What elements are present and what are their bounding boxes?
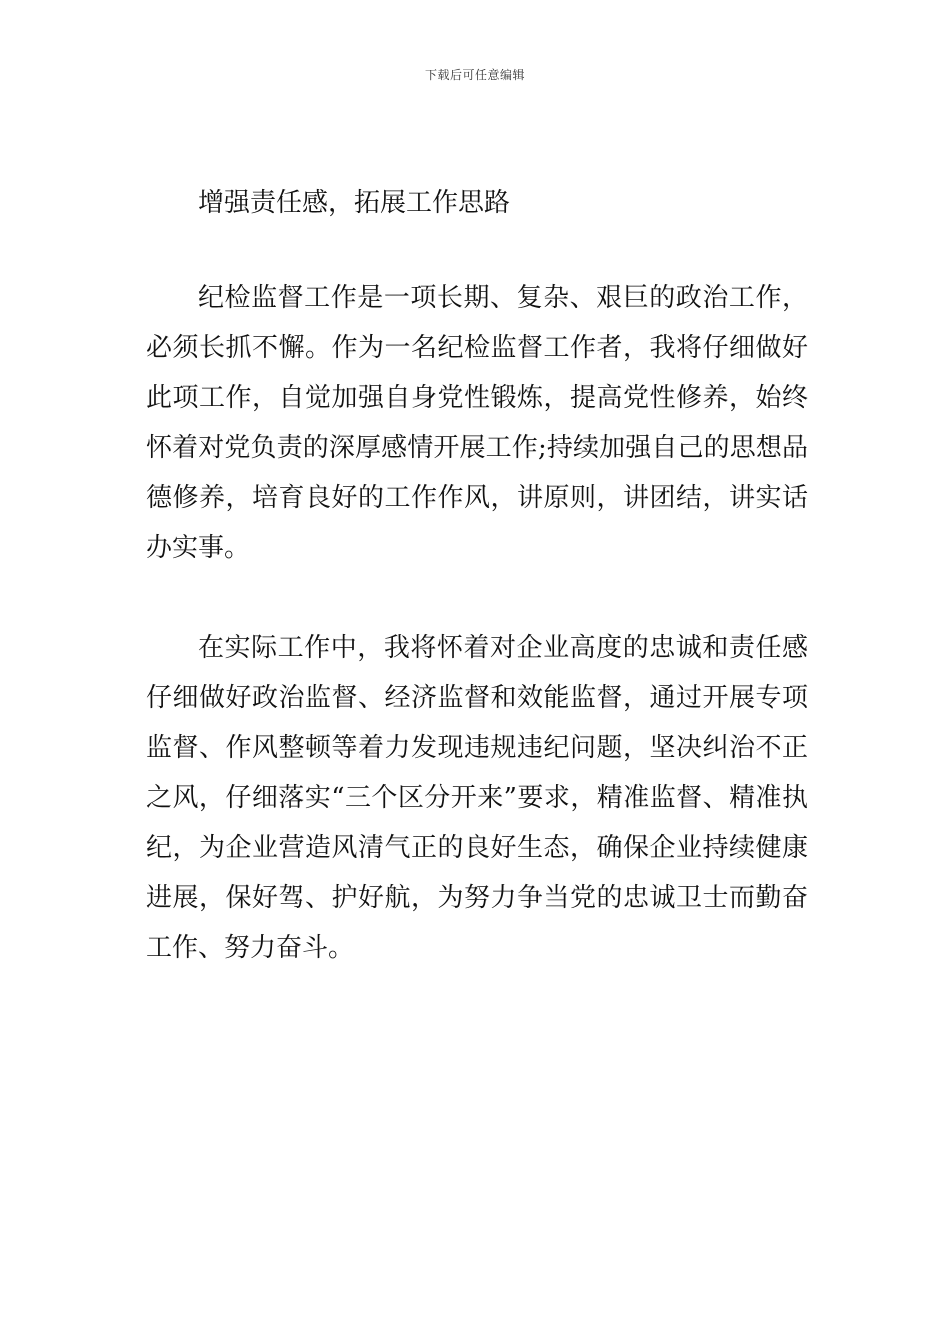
paragraph: 在实际工作中，我将怀着对企业高度的忠诚和责任感仔细做好政治监督、经济监督和效能监督，通过开展专项监督、作风整顿等着力发现违规违纪问题，坚决纠治不正之风，仔细落实“三个区分开来”要求，精准监督、精准执纪，为企业营造风清气正的良好生态，确保企业持续健康进展，保好驾、护好航，为努力争当党的忠诚卫士而勤奋工作、努力奋斗。 [146, 633, 808, 963]
document-heading: 增强责任感，拓展工作思路 [198, 188, 511, 218]
header-note: 下载后可任意编辑 [424, 68, 525, 82]
paragraph: 纪检监督工作是一项长期、复杂、艰巨的政治工作，必须长抓不懈。作为一名纪检监督工作者，我将仔细做好此项工作，自觉加强自身党性锻炼，提高党性修养，始终怀着对党负责的深厚感情开展工作;持续加强自己的思想品德修养，培育良好的工作作风，讲原则，讲团结，讲实话办实事。 [146, 283, 808, 563]
